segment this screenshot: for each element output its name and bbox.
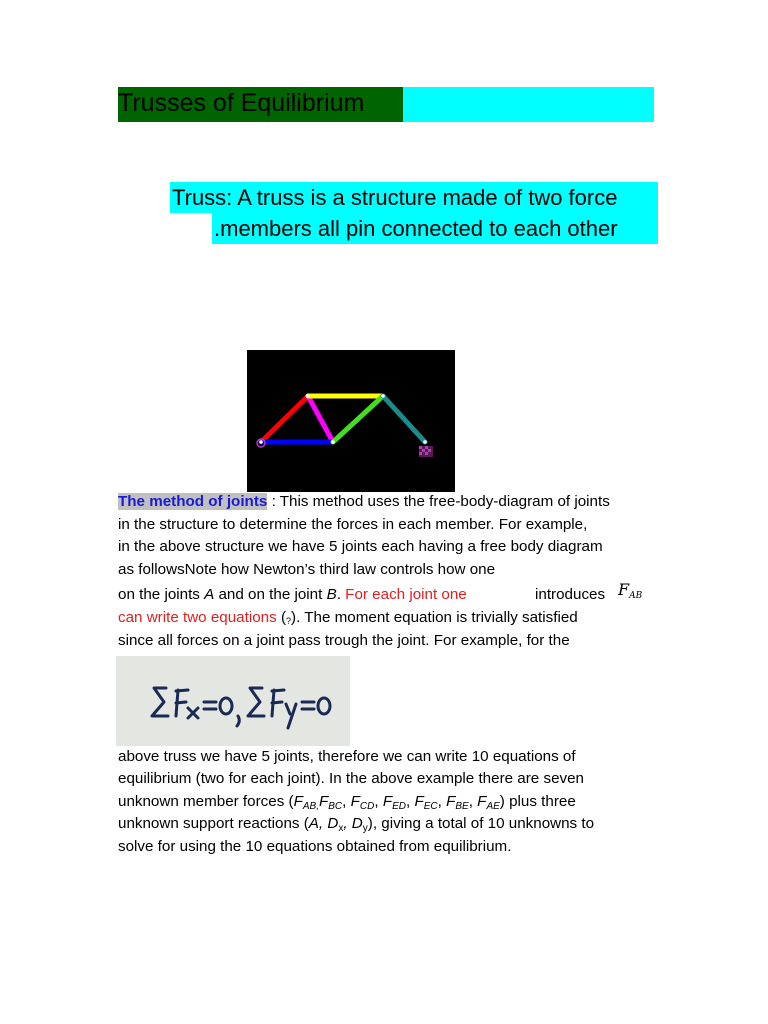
paragraph-2-line-2: equilibrium (two for each joint). In the above example there are seven xyxy=(118,770,584,787)
truss-figure xyxy=(247,350,455,492)
joint-a xyxy=(259,440,263,444)
definition-line-1: Truss: A truss is a structure made of two force xyxy=(170,182,658,213)
paragraph-1-line-6: can write two equations (?). The moment equation is trivially satisfied xyxy=(118,609,578,626)
paragraph-1-line-3: in the above structure we have 5 joints each having a free body diagram xyxy=(118,538,603,555)
paragraph-2-line-1: above truss we have 5 joints, therefore we can write 10 equations of xyxy=(118,748,576,765)
definition-line-2: .members all pin connected to each other xyxy=(212,213,658,244)
page-title: Trusses of Equilibrium xyxy=(118,89,365,117)
introduces-text: introduces xyxy=(535,586,606,603)
paragraph-2-line-4: unknown support reactions (A, $D_x$, $D_y$), giving a total of 10 unknowns to xyxy=(118,815,595,834)
paragraph-2-line-5: solve for using the 10 equations obtained from equilibrium. xyxy=(118,838,512,855)
handwritten-equation-image xyxy=(116,656,350,746)
paragraph-1-line-5: on the joints A and on the joint B. For each joint one xyxy=(118,586,467,603)
paragraph-1-line-7: since all forces on a joint pass trough the joint. For example, for the xyxy=(118,632,570,649)
force-fab-symbol: FAB xyxy=(618,580,643,601)
method-heading: he method of joints xyxy=(127,493,268,510)
paragraph-1-line-2: in the structure to determine the forces in each member. For example, xyxy=(118,516,588,533)
handwritten-equation xyxy=(116,656,350,746)
paragraph-2-line-3: unknown member forces ($F_{AB,}F_{BC}$, $F_{CD}$, $F_{ED}$, $F_{EC}$, $F_{BE}$, $F_{AE}$) plus three xyxy=(118,793,576,812)
paragraph-1-line-1 xyxy=(118,491,610,514)
joint-e xyxy=(331,440,335,444)
paragraph-1-line-4: as followsNote how Newton’s third law controls how one xyxy=(118,561,496,578)
joint-c xyxy=(381,394,385,398)
method-heading-t: T xyxy=(118,493,128,510)
joint-d xyxy=(423,440,427,444)
joint-b xyxy=(306,394,310,398)
support-d-roller xyxy=(419,446,433,457)
figure-background xyxy=(247,350,455,492)
method-intro-text: : This method uses the free-body-diagram of joints xyxy=(267,493,610,510)
truss-diagram xyxy=(247,350,455,492)
